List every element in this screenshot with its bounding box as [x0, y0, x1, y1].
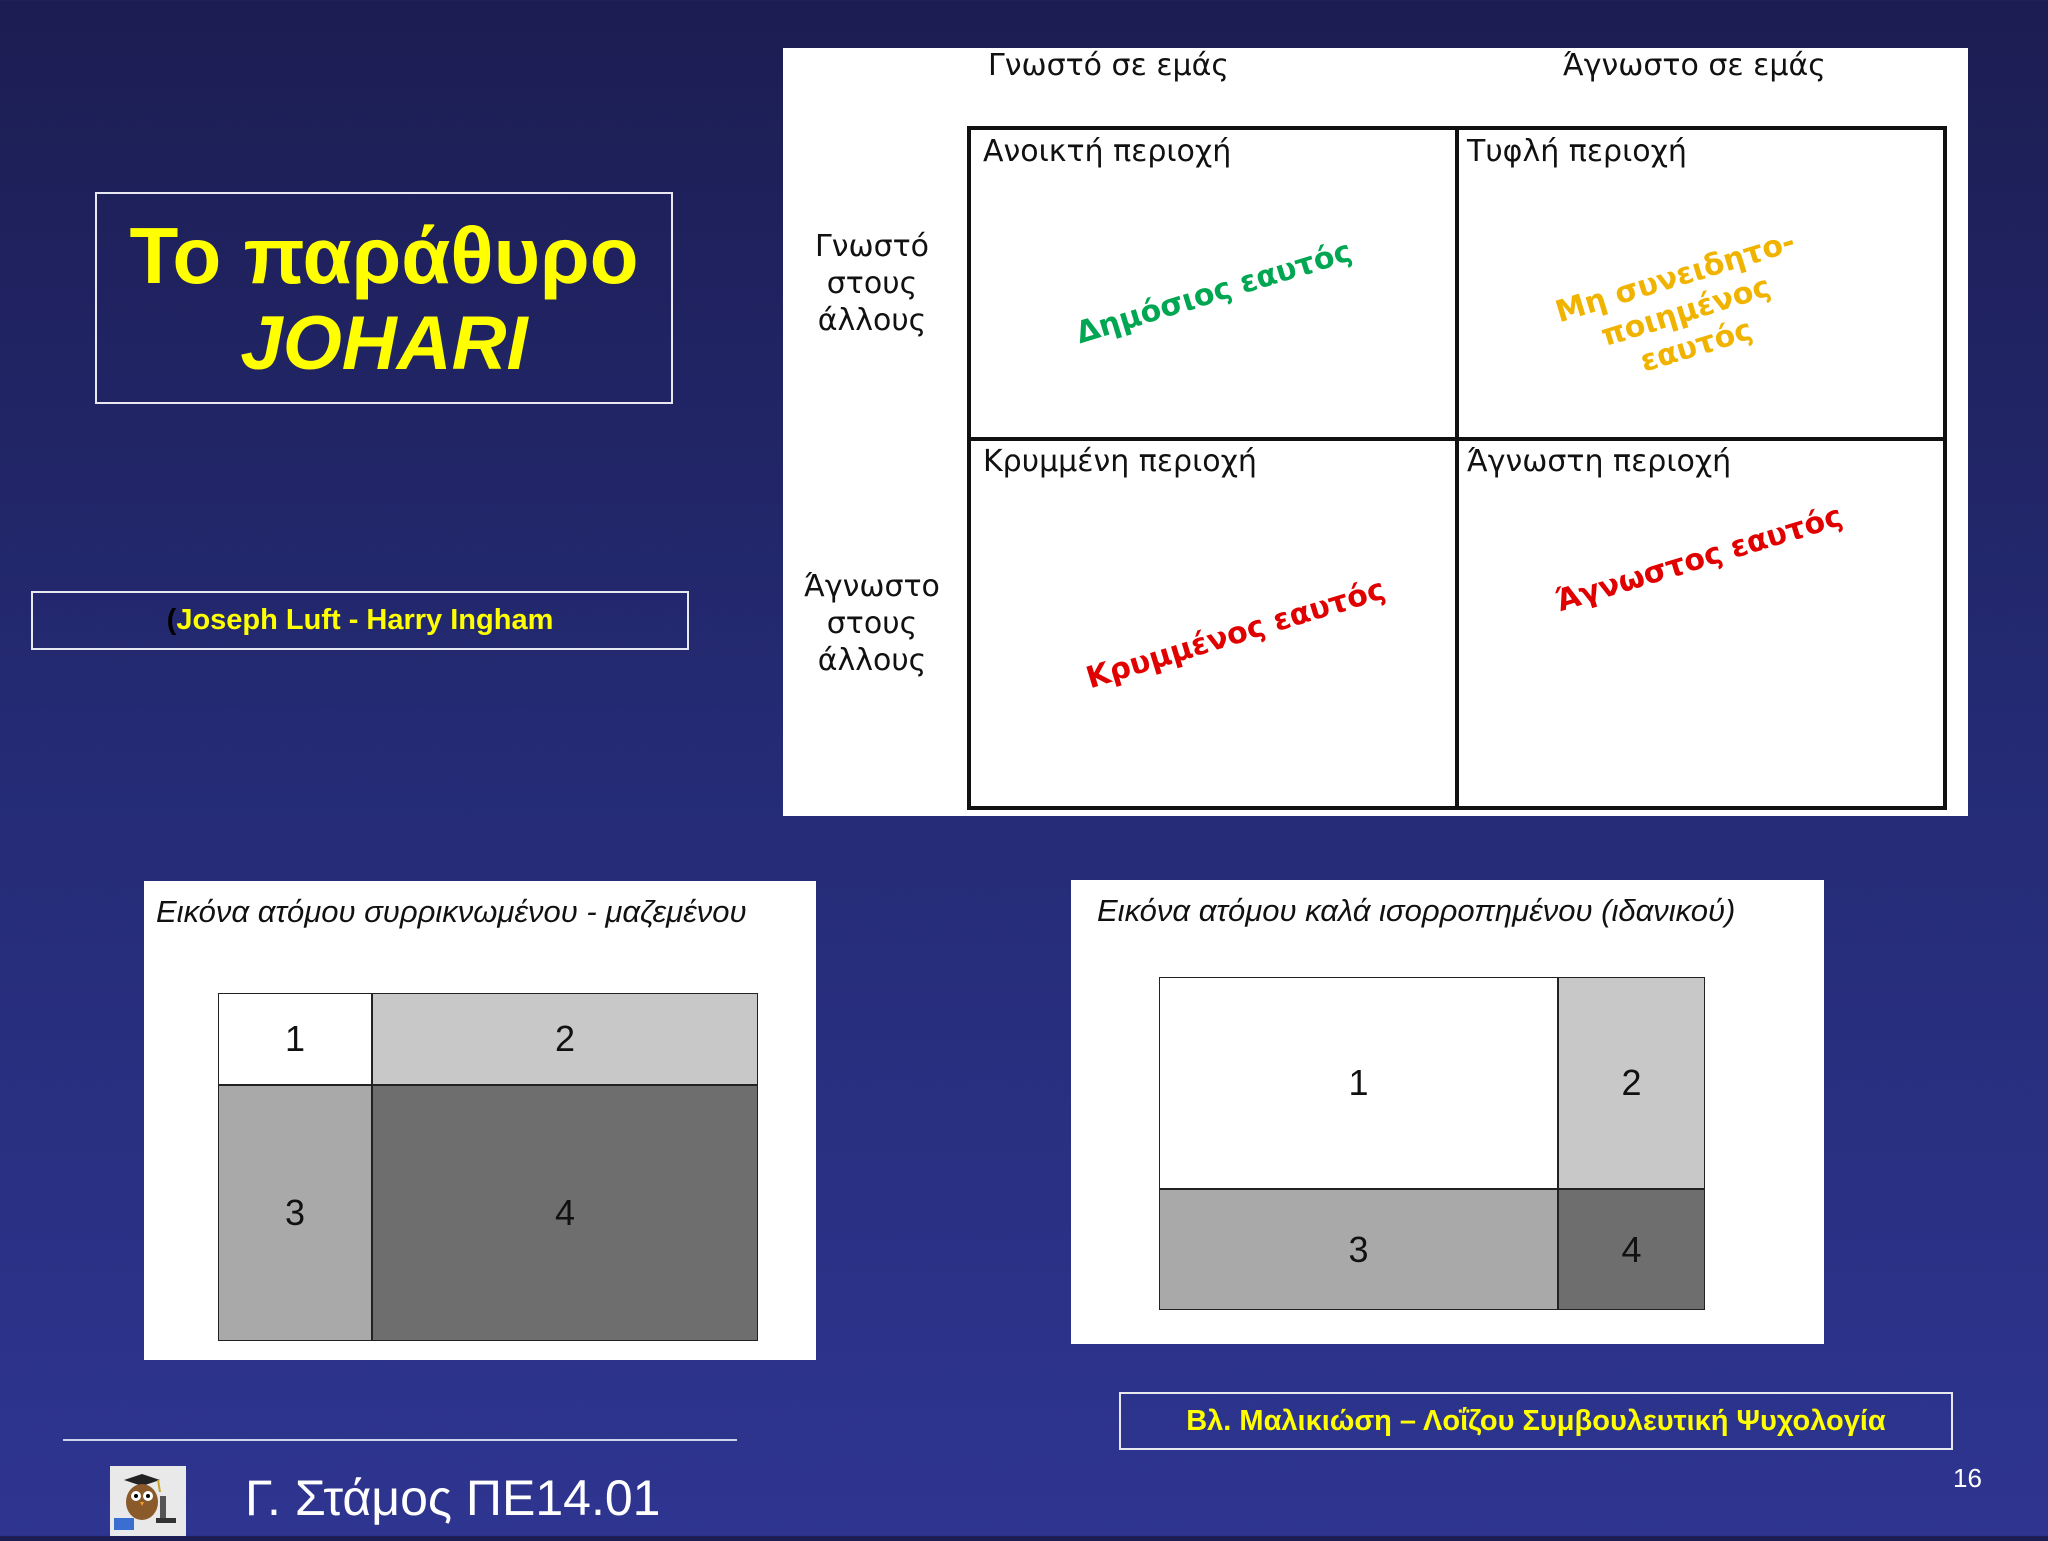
figure-right-cell-4: 4	[1558, 1189, 1705, 1310]
professor-owl-icon	[110, 1466, 186, 1536]
quadrant-label-open: Ανοικτή περιοχή	[983, 134, 1232, 169]
quadrant-label-blind: Τυφλή περιοχή	[1467, 134, 1687, 169]
figure-left-caption: Εικόνα ατόμου συρρικνωμένου - μαζεμένου	[156, 894, 747, 929]
figure-right-grid	[1159, 977, 1705, 1310]
unknown-self-label: Άγνωστος εαυτός	[1551, 498, 1847, 620]
figure-right-caption: Εικόνα ατόμου καλά ισορροπημένου (ιδανικού)	[1097, 893, 1736, 928]
quadrant-label-unknown: Άγνωστη περιοχή	[1467, 444, 1732, 479]
grid-divider-horizontal	[971, 437, 1943, 441]
figure-left-grid	[218, 993, 758, 1341]
footer-divider	[63, 1439, 737, 1441]
row-header-known-to-others: Γνωστό στους άλλους	[814, 229, 930, 338]
authors-box	[31, 591, 689, 650]
figure-left-cell-4: 4	[372, 1085, 758, 1341]
source-reference: Βλ. Μαλικιώση – Λοΐζου Συμβουλευτική Ψυχολογία	[1119, 1392, 1953, 1450]
slide-number: 16	[1953, 1463, 1982, 1493]
authors-names: Joseph Luft - Harry Ingham	[176, 604, 554, 636]
col-header-unknown-to-self: Άγνωστο σε εμάς	[1563, 48, 1826, 83]
quadrant-label-hidden: Κρυμμένη περιοχή	[983, 444, 1257, 479]
figure-left-cell-1: 1	[218, 993, 372, 1085]
johari-grid	[967, 126, 1947, 810]
unaware-self-label: Μη συνειδητο- ποιημένος εαυτός	[1551, 224, 1800, 380]
hidden-self-label: Κρυμμένος εαυτός	[1082, 571, 1390, 697]
figure-balanced-person	[1071, 880, 1824, 1344]
slide-title-johari: JOHARI	[240, 301, 528, 386]
col-header-known-to-self: Γνωστό σε εμάς	[988, 48, 1230, 83]
authors-paren: (	[166, 604, 177, 636]
figure-right-cell-3: 3	[1159, 1189, 1558, 1310]
authors-label	[33, 593, 687, 648]
grid-divider-vertical	[1455, 130, 1459, 806]
public-self-label: Δημόσιος εαυτός	[1071, 234, 1356, 352]
footer-author-name: Γ. Στάμος ΠΕ14.01	[245, 1470, 661, 1526]
title-box	[95, 192, 673, 404]
johari-window-diagram	[783, 48, 1968, 816]
row-header-unknown-to-others: Άγνωστο στους άλλους	[804, 569, 940, 678]
figure-right-cell-2: 2	[1558, 977, 1705, 1189]
figure-shrunken-person	[144, 881, 816, 1360]
figure-left-cell-3: 3	[218, 1085, 372, 1341]
slide-title: Το παράθυρο	[129, 211, 639, 300]
figure-right-cell-1: 1	[1159, 977, 1558, 1189]
figure-left-cell-2: 2	[372, 993, 758, 1085]
